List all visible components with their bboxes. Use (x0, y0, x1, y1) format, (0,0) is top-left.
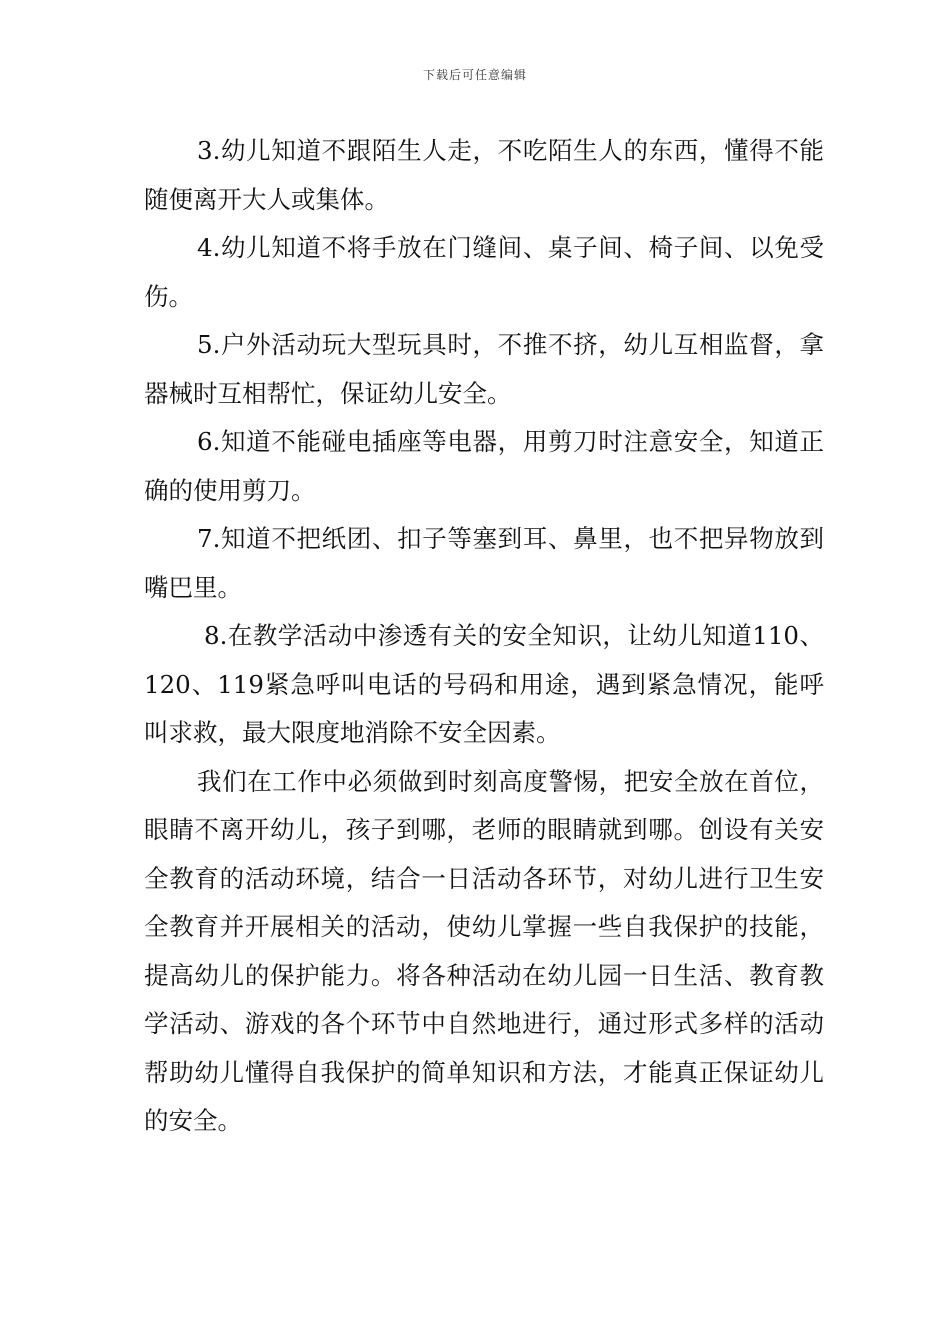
paragraph-summary: 我们在工作中必须做到时刻高度警惕，把安全放在首位，眼睛不离开幼儿，孩子到哪，老师的眼睛就到哪。创设有关安全教育的活动环境，结合一日活动各环节，对幼儿进行卫生安全教育并开展相关的活动，使幼儿掌握一些自我保护的技能，提高幼儿的保护能力。将各种活动在幼儿园一日生活、教育教学活动、游戏的各个环节中自然地进行，通过形式多样的活动帮助幼儿懂得自我保护的简单知识和方法，才能真正保证幼儿的安全。 (144, 766, 824, 1135)
document-body (144, 127, 824, 1146)
paragraph-item-8: 8.在教学活动中渗透有关的安全知识，让幼儿知道110、120、119紧急呼叫电话的号码和用途，遇到紧急情况，能呼叫求救，最大限度地消除不安全因素。 (144, 621, 824, 747)
paragraph-item-3: 3.幼儿知道不跟陌生人走，不吃陌生人的东西，懂得不能随便离开大人或集体。 (144, 136, 824, 214)
header-note: 下载后可任意编辑 (422, 68, 527, 82)
paragraph-item-5: 5.户外活动玩大型玩具时，不推不挤，幼儿互相监督，拿器械时互相帮忙，保证幼儿安全。 (144, 330, 824, 408)
paragraph-item-7: 7.知道不把纸团、扣子等塞到耳、鼻里，也不把异物放到嘴巴里。 (144, 524, 824, 602)
paragraph-item-6: 6.知道不能碰电插座等电器，用剪刀时注意安全，知道正确的使用剪刀。 (144, 427, 824, 505)
paragraph-item-4: 4.幼儿知道不将手放在门缝间、桌子间、椅子间、以免受伤。 (144, 233, 824, 311)
